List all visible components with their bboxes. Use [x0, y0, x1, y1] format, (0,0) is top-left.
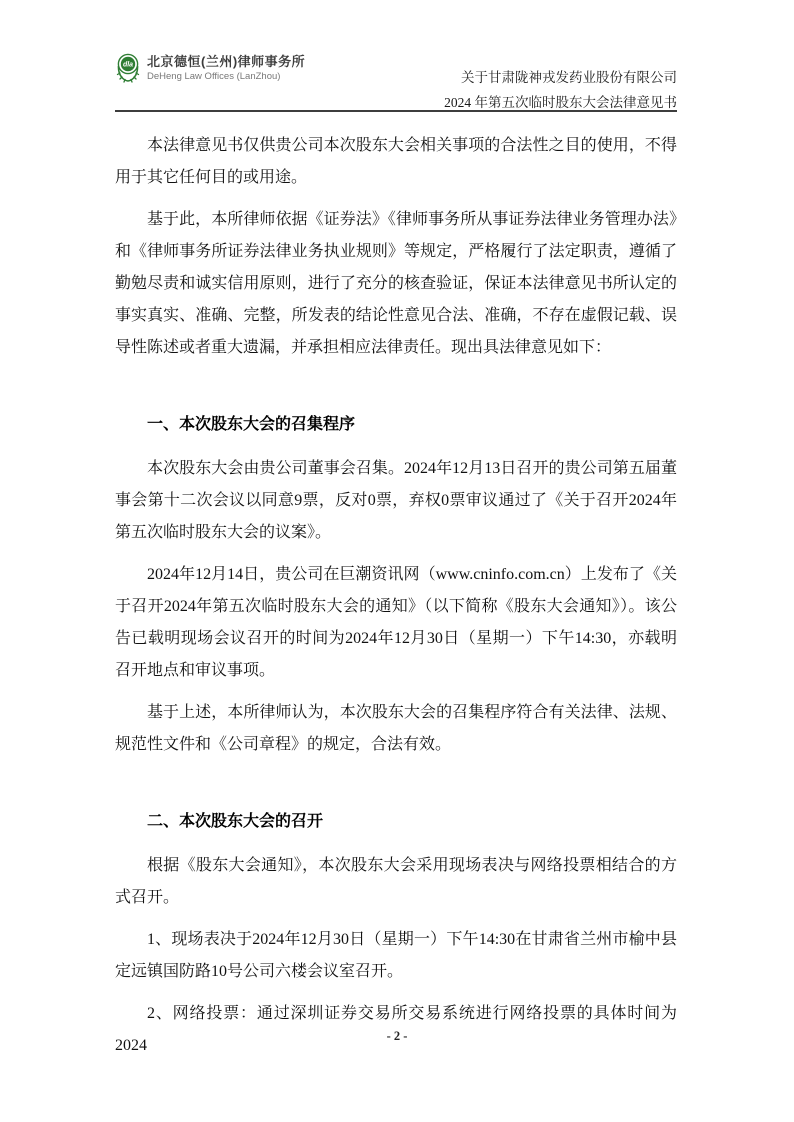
body-paragraph: 基于此，本所律师依据《证券法》《律师事务所从事证券法律业务管理办法》和《律师事务所证券法律业务执业规则》等规定，严格履行了法定职责，遵循了勤勉尽责和诚实信用原则，进行了充分的核查验证，保证本法律意见书所认定的事实真实、准确、完整，所发表的结论性意见合法、准确，不存在虚假记载、误导性陈述或者重大遗漏，并承担相应法律责任。现出具法律意见如下：	[115, 211, 677, 356]
body-paragraph: 1、现场表决于2024年12月30日（星期一）下午14:30在甘肃省兰州市榆中县定远镇国防路10号公司六楼会议室召开。	[115, 931, 677, 980]
body-paragraph: 基于上述，本所律师认为，本次股东大会的召集程序符合有关法律、法规、规范性文件和《公司章程》的规定，合法有效。	[115, 704, 677, 753]
svg-text:dla: dla	[122, 61, 134, 69]
deheng-emblem-icon	[115, 53, 141, 85]
law-firm-name-block	[147, 53, 305, 83]
document-body	[115, 130, 677, 1072]
section-heading: 一、本次股东大会的召集程序	[147, 416, 356, 433]
law-firm-name-cn: 北京德恒(兰州)律师事务所	[147, 54, 306, 69]
body-paragraph: 根据《股东大会通知》，本次股东大会采用现场表决与网络投票相结合的方式召开。	[115, 857, 677, 906]
document-header	[115, 53, 677, 115]
document-title	[444, 65, 677, 115]
body-paragraph: 2、网络投票：通过深圳证券交易所交易系统进行网络投票的具体时间为2024	[115, 1005, 677, 1054]
header-divider-rule	[115, 110, 677, 112]
law-firm-name-en: DeHeng Law Offices (LanZhou)	[147, 71, 281, 82]
document-title-line2: 2024 年第五次临时股东大会法律意见书	[444, 95, 677, 110]
body-paragraph: 本法律意见书仅供贵公司本次股东大会相关事项的合法性之目的使用，不得用于其它任何目的或用途。	[115, 137, 677, 186]
page-number: - 2 -	[386, 1029, 408, 1043]
body-paragraph: 本次股东大会由贵公司董事会召集。2024年12月13日召开的贵公司第五届董事会第十二次会议以同意9票，反对0票，弃权0票审议通过了《关于召开2024年第五次临时股东大会的议案》。	[115, 460, 677, 541]
law-firm-logo	[115, 53, 305, 85]
page-footer	[0, 1029, 794, 1044]
section-heading: 二、本次股东大会的召开	[147, 813, 324, 830]
body-paragraph: 2024年12月14日，贵公司在巨潮资讯网（www.cninfo.com.cn）上发布了《关于召开2024年第五次临时股东大会的通知》（以下简称《股东大会通知》）。该公告已载明现场会议召开的时间为2024年12月30日（星期一）下午14:30，亦载明召开地点和审议事项。	[115, 566, 677, 679]
document-title-line1: 关于甘肃陇神戎发药业股份有限公司	[461, 70, 677, 85]
